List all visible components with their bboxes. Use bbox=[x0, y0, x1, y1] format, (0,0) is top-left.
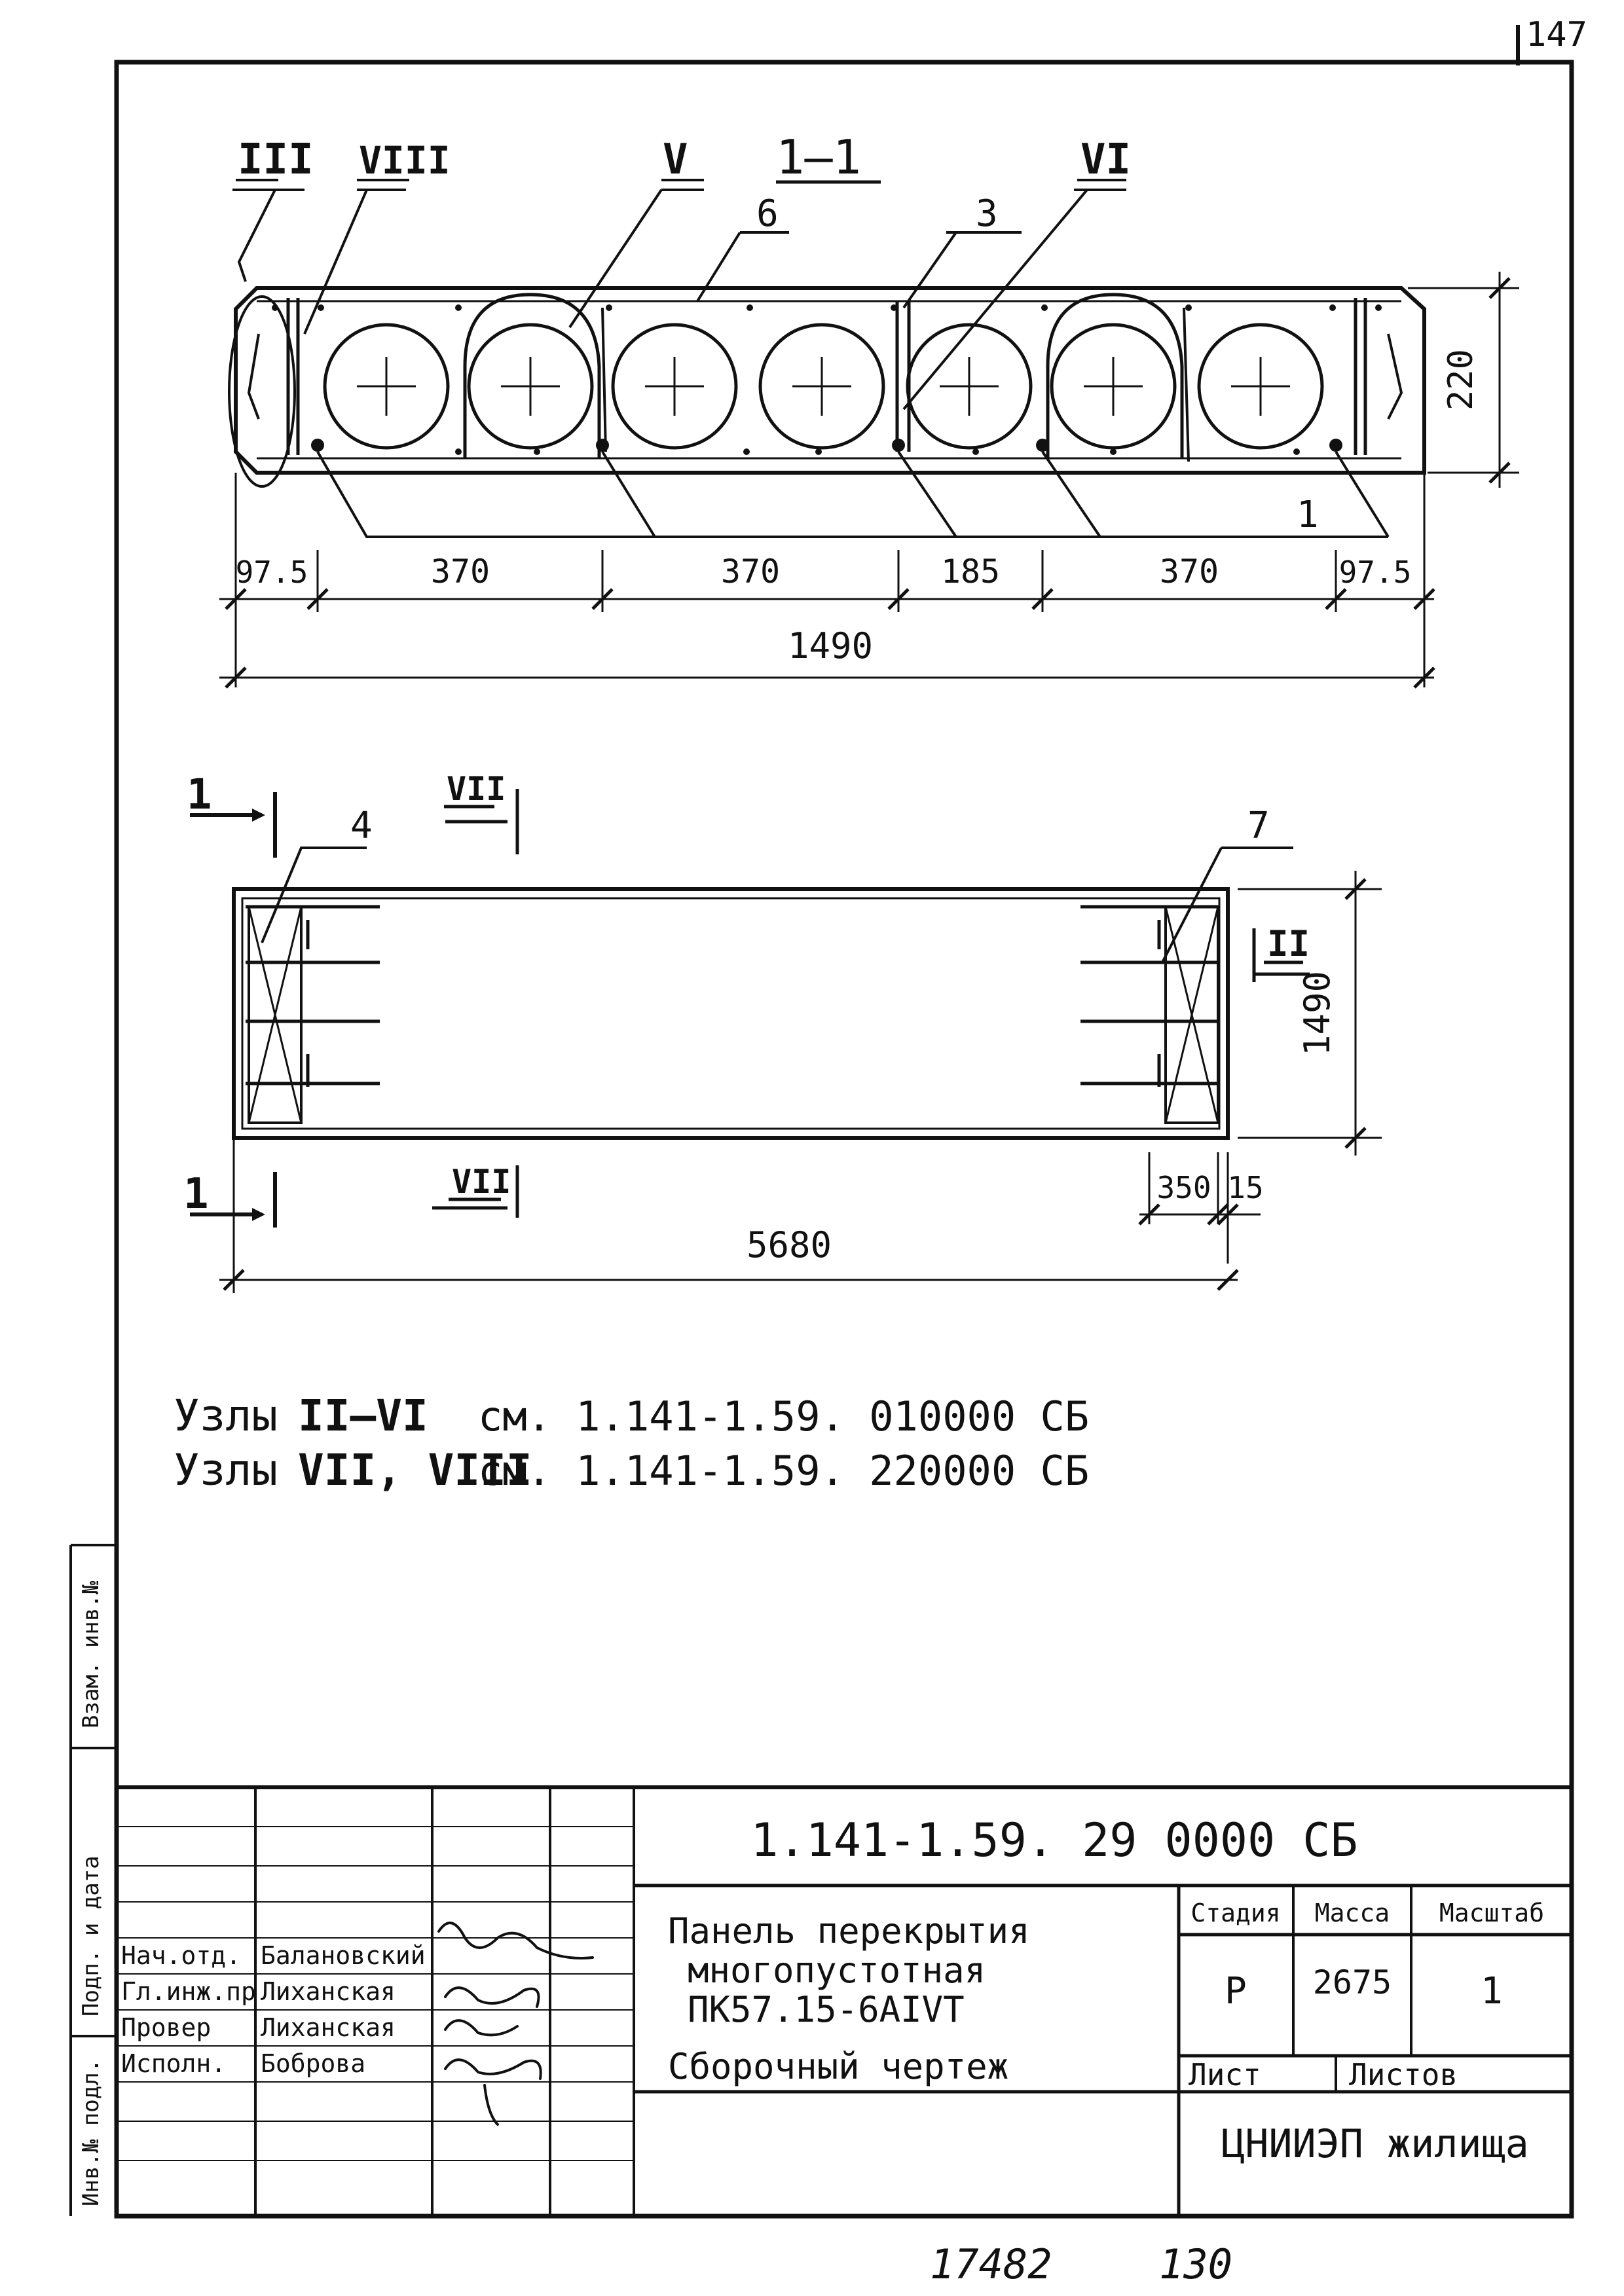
dim-end-350: 350 bbox=[1156, 1170, 1211, 1205]
stamp-inv-podl: Инв.№ подл. bbox=[78, 2058, 104, 2206]
mark-pos-6: 6 bbox=[756, 192, 779, 235]
title-line-3: ПК57.15-6АIVТ bbox=[688, 1989, 965, 2030]
mark-pos-1: 1 bbox=[1297, 494, 1319, 536]
section-void bbox=[1199, 325, 1322, 448]
svg-text:Провер: Провер bbox=[121, 2013, 212, 2042]
drawing-type: Сборочный чертеж bbox=[668, 2046, 1009, 2087]
handwritten-signature bbox=[445, 2020, 517, 2035]
dim-section-height: 220 bbox=[1441, 349, 1481, 410]
note-2-nodes: VII, VIII bbox=[298, 1445, 532, 1495]
mark-pos-4: 4 bbox=[350, 805, 373, 847]
bottom-bar bbox=[311, 439, 324, 452]
dim-span: 370 bbox=[1159, 553, 1219, 591]
stamp-vzam-inv: Взам. инв.№ bbox=[78, 1580, 104, 1728]
right-end-mesh bbox=[1080, 907, 1218, 1123]
section-void bbox=[325, 325, 448, 448]
dim-section-total-width: 1490 bbox=[787, 625, 874, 666]
organization: ЦНИИЭП жилища bbox=[1221, 2121, 1529, 2167]
svg-text:1: 1 bbox=[183, 1170, 209, 1218]
bottom-bar bbox=[596, 439, 609, 452]
bottom-bar bbox=[1036, 439, 1049, 452]
corner-page-number-text: 147 bbox=[1526, 15, 1587, 54]
svg-text:VII: VII bbox=[447, 770, 506, 808]
section-void bbox=[908, 325, 1031, 448]
dim-end-15: 15 bbox=[1227, 1170, 1264, 1205]
stage-header: Стадия bbox=[1190, 1899, 1281, 1927]
section-void bbox=[469, 325, 592, 448]
title-block bbox=[117, 1787, 1572, 2216]
mass-header: Масса bbox=[1314, 1899, 1390, 1927]
dim-plan-length: 5680 bbox=[746, 1224, 832, 1266]
handwritten-signature bbox=[445, 1988, 539, 2007]
plan-view bbox=[183, 770, 1382, 1293]
svg-text:Лиханская: Лиханская bbox=[261, 1977, 396, 2006]
sheets-label: Листов bbox=[1349, 2057, 1458, 2092]
plan-outline bbox=[234, 889, 1228, 1138]
note-2-ref: см. 1.141-1.59. 220000 СБ bbox=[478, 1447, 1090, 1495]
signature-row bbox=[121, 2013, 396, 2042]
scale-value: 1 bbox=[1481, 1970, 1503, 2013]
dim-span: 185 bbox=[940, 553, 1001, 591]
svg-text:Исполн.: Исполн. bbox=[121, 2049, 227, 2078]
stamp-podp-data: Подп. и дата bbox=[78, 1855, 104, 2016]
section-label: 1—1 bbox=[776, 130, 862, 185]
note-2-label: Узлы bbox=[174, 1445, 278, 1495]
corner-page-number bbox=[1518, 15, 1587, 65]
mark-pos-3: 3 bbox=[976, 192, 998, 235]
mark-node-viii: VIII bbox=[359, 138, 451, 183]
sheet-label: Лист bbox=[1189, 2057, 1261, 2092]
mass-value: 2675 bbox=[1312, 1963, 1392, 2001]
mark-node-vii-top bbox=[444, 770, 517, 854]
section-void bbox=[613, 325, 736, 448]
mark-node-vii-bottom bbox=[432, 1163, 517, 1218]
svg-text:1: 1 bbox=[187, 771, 212, 819]
mark-node-iii: III bbox=[238, 136, 314, 184]
mark-pos-7: 7 bbox=[1247, 805, 1270, 847]
svg-text:Гл.инж.пр: Гл.инж.пр bbox=[121, 1977, 256, 2006]
handwritten-archive-number: 17482 bbox=[930, 2240, 1052, 2288]
bottom-bar bbox=[1329, 439, 1342, 452]
mark-node-v: V bbox=[663, 136, 688, 184]
cut-mark-top bbox=[187, 771, 275, 858]
scale-header: Масштаб bbox=[1439, 1899, 1545, 1927]
signature-row bbox=[121, 1977, 396, 2006]
bottom-bar bbox=[892, 439, 905, 452]
handwritten-signature bbox=[439, 1923, 593, 1958]
note-1-ref: см. 1.141-1.59. 010000 СБ bbox=[478, 1393, 1090, 1440]
svg-text:Балановский: Балановский bbox=[261, 1941, 426, 1970]
section-void bbox=[1052, 325, 1175, 448]
section-void bbox=[760, 325, 883, 448]
dim-span: 370 bbox=[720, 553, 781, 591]
notes bbox=[174, 1391, 1089, 1495]
left-end-mesh bbox=[246, 907, 380, 1123]
signature-row bbox=[121, 1941, 426, 1970]
note-1-nodes: II–VI bbox=[298, 1391, 428, 1441]
cut-mark-bottom bbox=[183, 1170, 275, 1228]
stage-value: Р bbox=[1225, 1970, 1247, 2013]
title-line-2: многопустотная bbox=[688, 1950, 986, 1991]
note-1-label: Узлы bbox=[174, 1391, 278, 1441]
dim-span: 370 bbox=[430, 553, 490, 591]
svg-text:II: II bbox=[1267, 923, 1310, 964]
title-line-1: Панель перекрытия bbox=[668, 1910, 1030, 1952]
svg-text:Боброва: Боброва bbox=[261, 2049, 366, 2078]
signature-row bbox=[121, 2049, 365, 2078]
svg-text:VII: VII bbox=[452, 1163, 511, 1201]
mark-node-vi: VI bbox=[1080, 136, 1132, 184]
handwritten-page-number: 130 bbox=[1159, 2240, 1232, 2288]
dim-plan-width: 1490 bbox=[1297, 970, 1338, 1057]
dim-span: 97.5 bbox=[1338, 555, 1412, 590]
svg-text:Лиханская: Лиханская bbox=[261, 2013, 396, 2042]
section-view bbox=[219, 130, 1519, 687]
handwritten-signature bbox=[445, 2060, 541, 2124]
doc-code: 1.141-1.59. 29 0000 СБ bbox=[750, 1813, 1358, 1867]
side-stamp bbox=[71, 1545, 117, 2216]
svg-text:Нач.отд.: Нач.отд. bbox=[121, 1941, 242, 1970]
dim-span: 97.5 bbox=[235, 555, 308, 590]
